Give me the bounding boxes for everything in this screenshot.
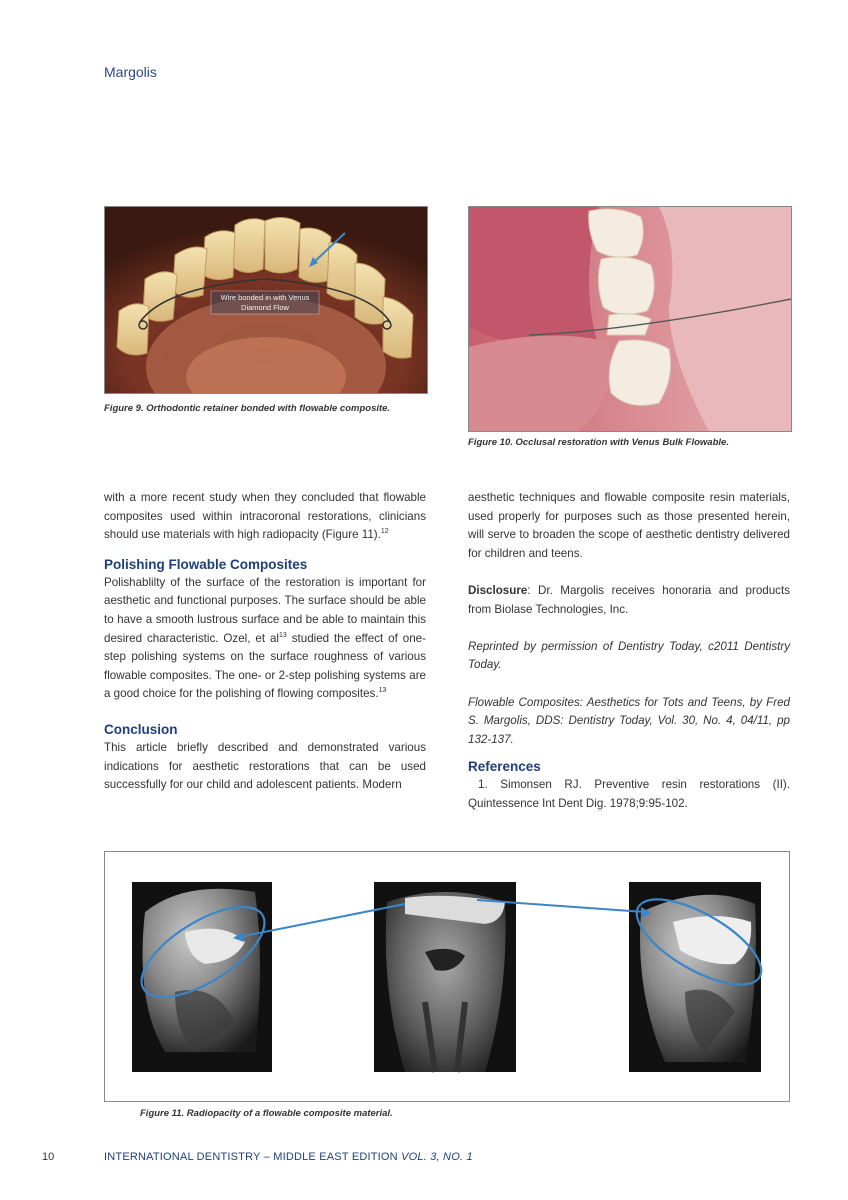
left-intro-ref: 12 bbox=[380, 528, 389, 536]
figure10-teeth-illustration bbox=[469, 207, 791, 431]
figure10-photo bbox=[468, 206, 792, 432]
references-heading: References bbox=[468, 759, 541, 775]
disclosure-label: Disclosure bbox=[468, 583, 528, 597]
journal-volume: VOL. 3, NO. 1 bbox=[401, 1151, 473, 1163]
figure11-frame bbox=[104, 851, 790, 1102]
polishing-ref-b: 13 bbox=[378, 687, 387, 695]
page-number: 10 bbox=[42, 1151, 55, 1163]
polishing-ref-a: 13 bbox=[279, 631, 287, 639]
disclosure-paragraph bbox=[468, 582, 790, 619]
polishing-text-b: studied the effect of one-step polishing systems on the surface roughness of various flowable composites. The one- or 2-step polishing systems are a good choice for the polishing of flowing composites. bbox=[104, 631, 426, 701]
left-intro-paragraph bbox=[104, 489, 426, 545]
figure11-caption: Figure 11. Radiopacity of a flowable composite material. bbox=[140, 1108, 393, 1119]
conclusion-paragraph: This article briefly described and demonstrated various indications for aesthetic restorations that can be used successfully for our child and adolescent patients. Modern bbox=[104, 740, 426, 792]
figure9-overlay-line1: Wire bonded in with Venus bbox=[220, 293, 310, 302]
polishing-text-a: Polishablilty of the surface of the restoration is important for aesthetic and functional purposes. The surface should be able to have a smooth lustrous surface and be able to maintain this desired characteristic. Ozel, et al bbox=[104, 575, 426, 645]
running-head: Margolis bbox=[104, 64, 157, 80]
disclosure-text: : Dr. Margolis receives honoraria and products from Biolase Technologies, Inc. bbox=[468, 583, 790, 616]
reprint-paragraph: Reprinted by permission of Dentistry Today, c2011 Dentistry Today. bbox=[468, 639, 790, 672]
right-continued-paragraph: aesthetic techniques and flowable composite resin materials, used properly for purposes such as those presented herein, will serve to broaden the scope of aesthetic dentistry delivered for children and teens. bbox=[468, 491, 790, 560]
left-column bbox=[104, 489, 426, 795]
figure11-radiograph-illustration bbox=[105, 852, 789, 1101]
figure9-caption: Figure 9. Orthodontic retainer bonded with flowable composite. bbox=[104, 403, 391, 414]
right-column bbox=[468, 489, 790, 814]
left-intro-text: with a more recent study when they concluded that flowable composites used within intracoronal restorations, clinicians should use materials with high radiopacity (Figure 11). bbox=[104, 491, 426, 542]
reference-1: 1. Simonsen RJ. Preventive resin restorations (II). Quintessence Int Dent Dig. 1978;9:95-102. bbox=[468, 778, 790, 810]
polishing-paragraph bbox=[104, 574, 426, 704]
journal-footer bbox=[104, 1151, 473, 1163]
citation-paragraph: Flowable Composites: Aesthetics for Tots and Teens, by Fred S. Margolis, DDS: Dentistry Today, Vol. 30, No. 4, 04/11, pp 132-137. bbox=[468, 695, 790, 746]
polishing-heading: Polishing Flowable Composites bbox=[104, 556, 308, 572]
conclusion-heading: Conclusion bbox=[104, 721, 178, 737]
figure9-overlay-line2: Diamond Flow bbox=[241, 303, 289, 312]
figure10-caption: Figure 10. Occlusal restoration with Venus Bulk Flowable. bbox=[468, 437, 729, 448]
figure9-photo bbox=[104, 206, 428, 394]
journal-name: INTERNATIONAL DENTISTRY – MIDDLE EAST EDITION bbox=[104, 1151, 398, 1163]
